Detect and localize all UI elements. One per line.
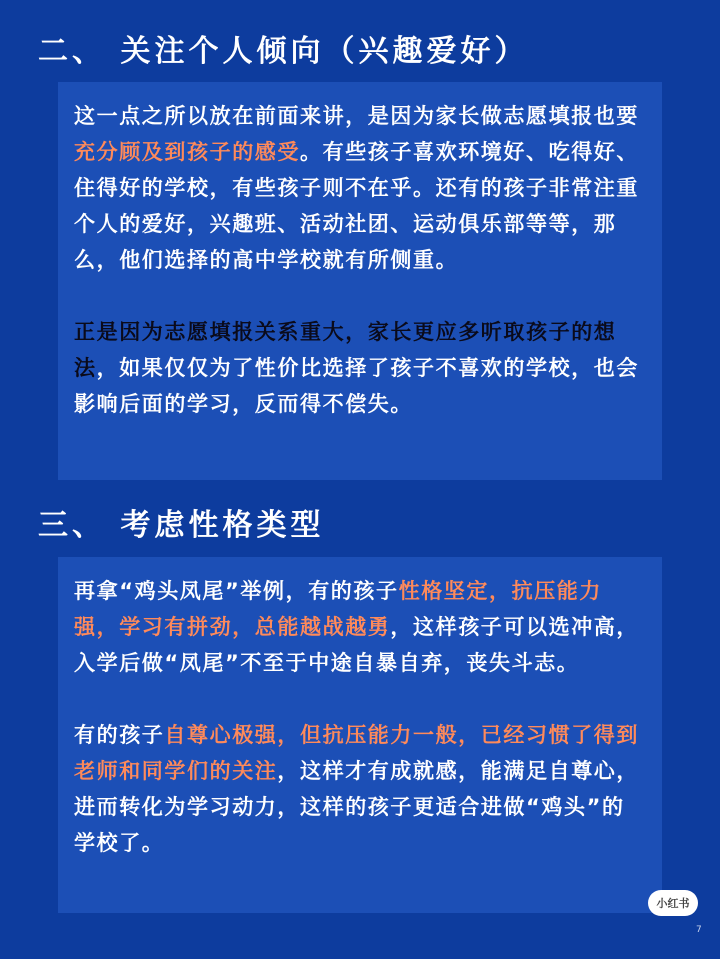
text-span: ，这样才有成就感，能满足自尊心，进而转化为学习动力，这样的孩子更适合进做“鸡头”的学校了。 — [74, 759, 640, 855]
emphasis-text: 正是因为志愿填报关系重大，家长更应多听取孩子的想法 — [74, 320, 617, 380]
section-heading-personality: 三、 考虑性格类型 — [38, 508, 325, 543]
highlight-text: 性格坚定，抗压能力强，学习有拼劲，总能越战越勇 — [74, 579, 603, 639]
text-span: 。有些孩子喜欢环境好、吃得好、住得好的学校，有些孩子则不在乎。还有的孩子非常注重个人的爱好，兴趣班、活动社团、运动俱乐部等等，那么，他们选择的高中学校就有所侧重。 — [74, 140, 639, 272]
paragraph — [74, 98, 646, 278]
text-span: 这一点之所以放在前面来讲，是因为家长做志愿填报也要 — [74, 104, 639, 128]
paragraph — [74, 717, 646, 861]
highlight-text: 自尊心极强，但抗压能力一般，已经习惯了得到老师和同学们的关注 — [74, 723, 640, 783]
content-box-personality — [58, 557, 662, 913]
content-box-interests — [58, 82, 662, 480]
paragraph — [74, 314, 646, 422]
highlight-text: 充分顾及到孩子的感受 — [74, 140, 300, 164]
text-span: 再拿“鸡头凤尾”举例，有的孩子 — [74, 579, 399, 603]
xiaohongshu-logo-badge: 小红书 — [648, 890, 698, 916]
section-heading-interests: 二、 关注个人倾向（兴趣爱好） — [38, 34, 529, 69]
page-number: 7 — [696, 925, 702, 935]
text-span: ，这样孩子可以选冲高，入学后做“凤尾”不至于中途自暴自弃，丧失斗志。 — [74, 615, 640, 675]
text-span: ，如果仅仅为了性价比选择了孩子不喜欢的学校，也会影响后面的学习，反而得不偿失。 — [74, 356, 640, 416]
text-span: 有的孩子 — [74, 723, 165, 747]
paragraph — [74, 573, 646, 681]
